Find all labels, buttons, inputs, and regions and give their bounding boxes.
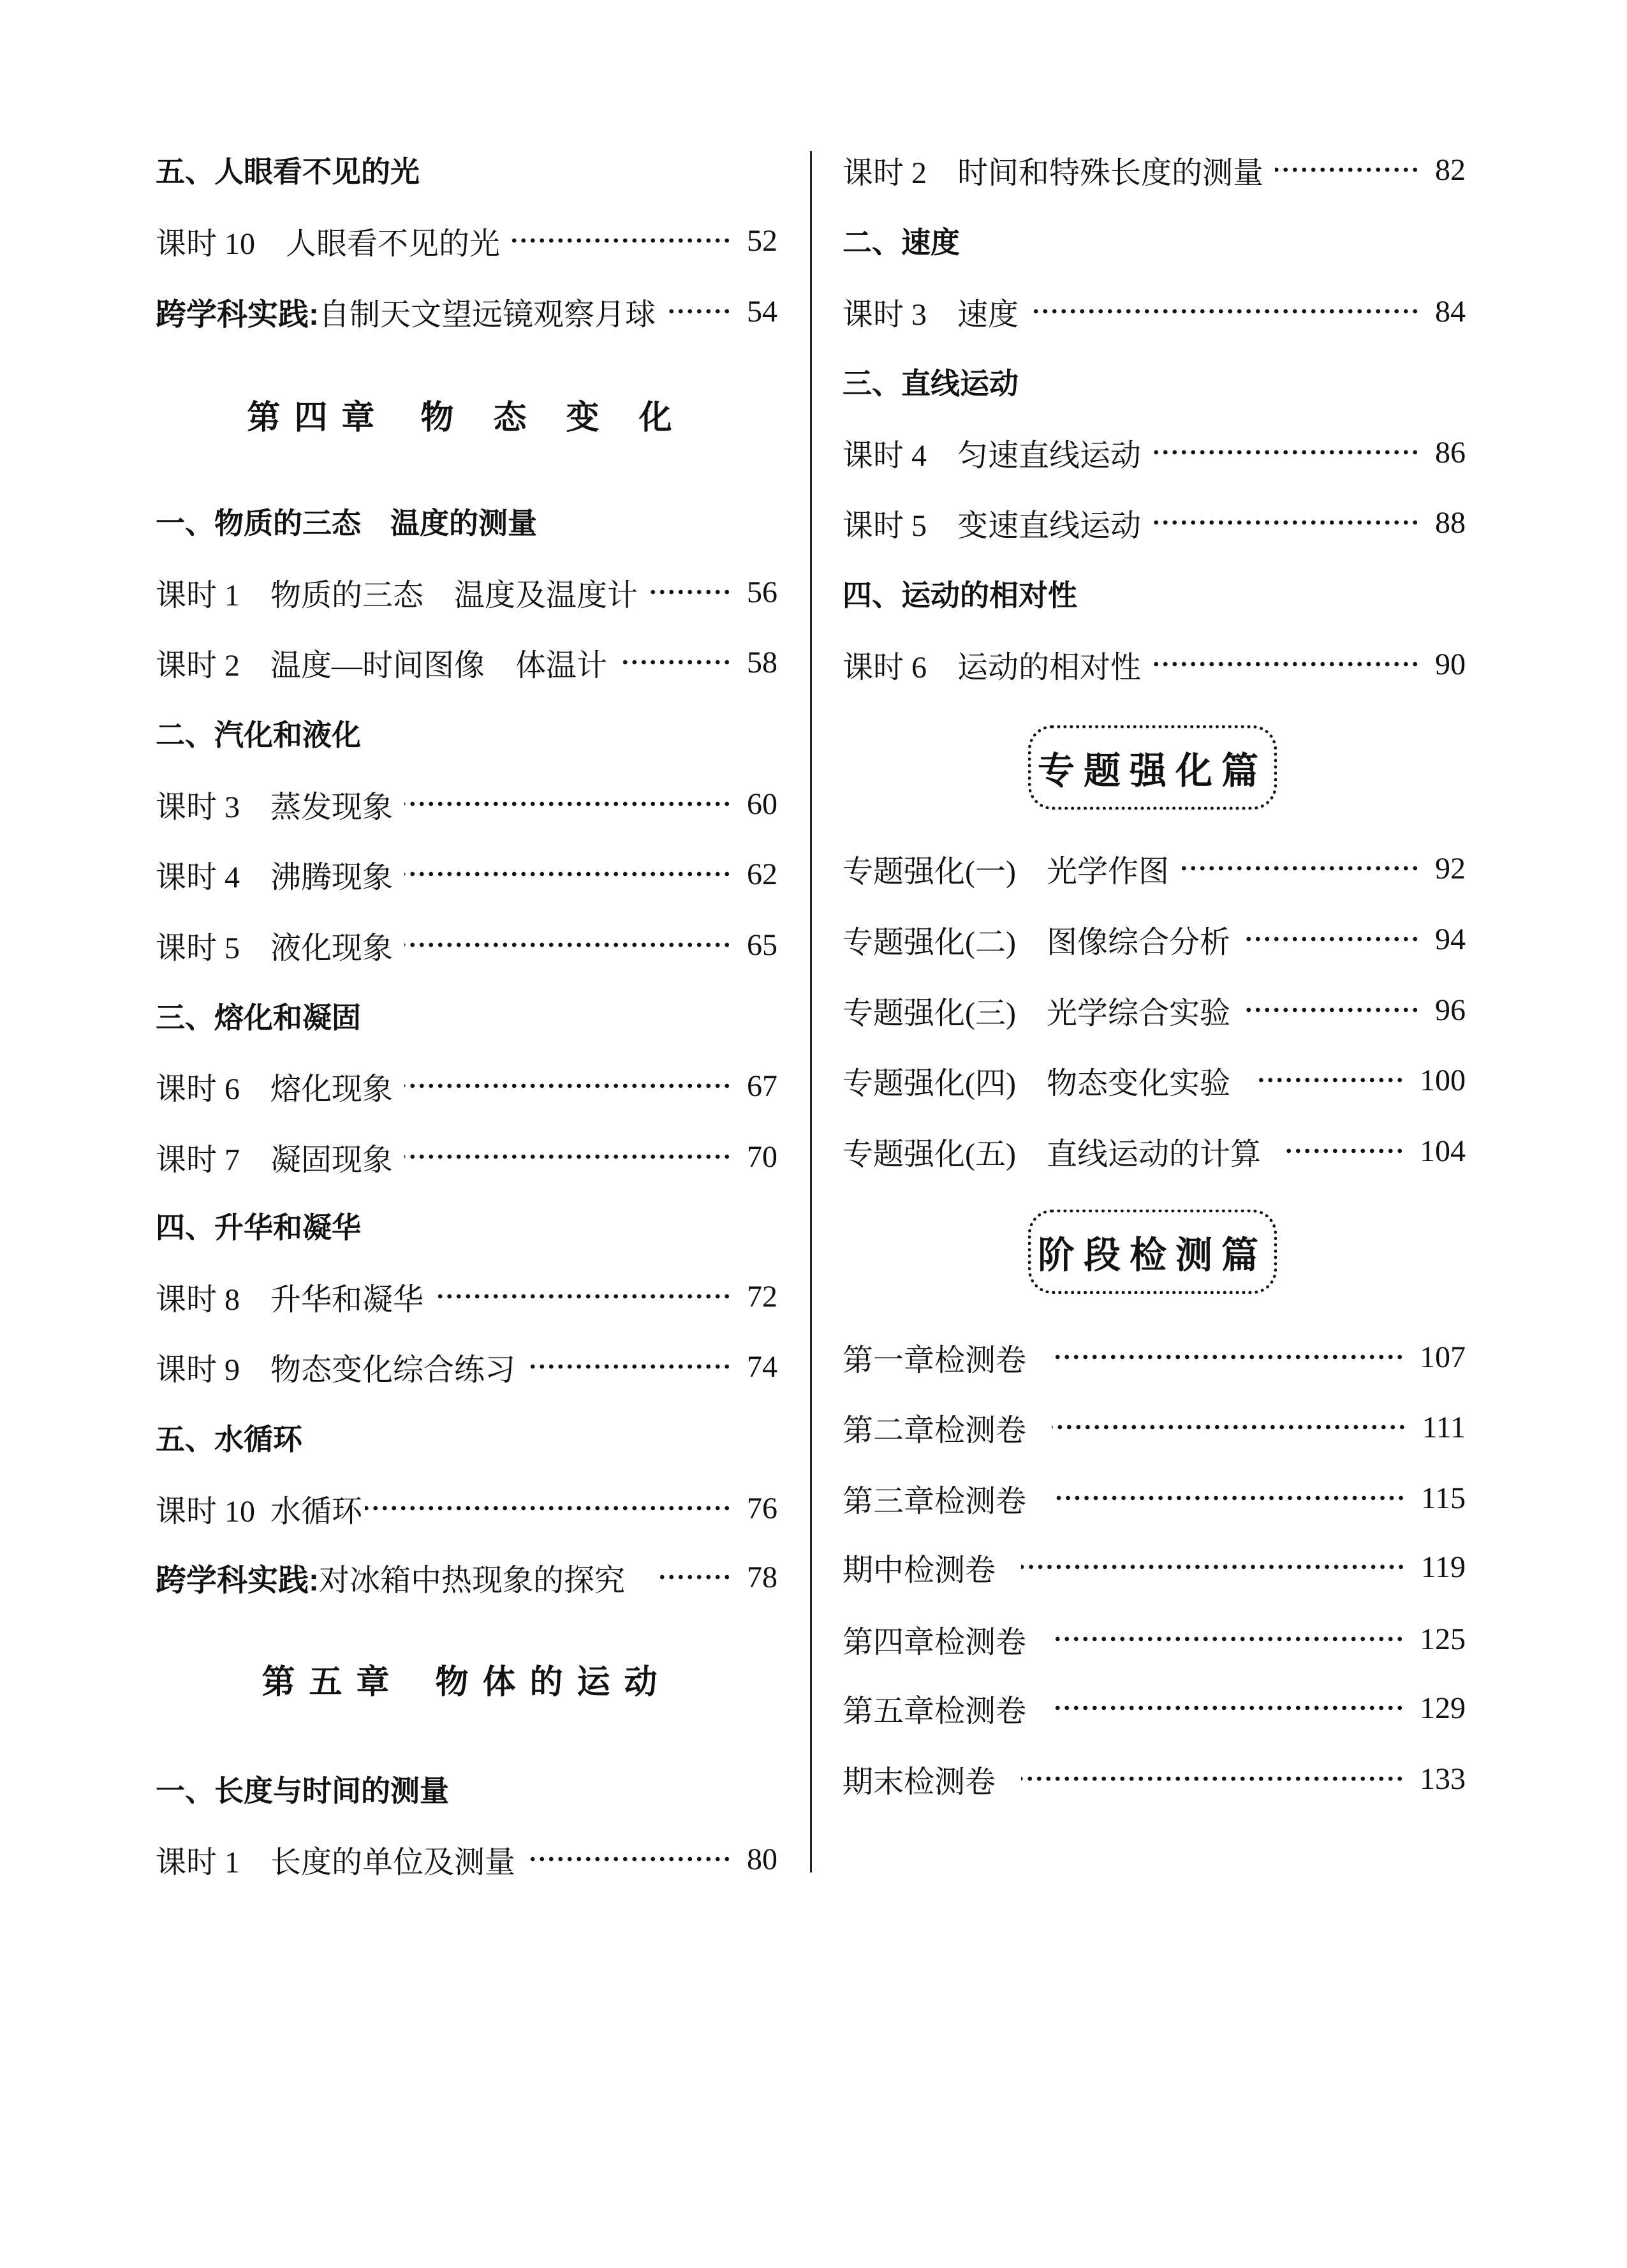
page-number: 96: [1435, 993, 1466, 1027]
entry-prefix: 课时 2: [843, 156, 927, 190]
page-number: 92: [1435, 851, 1466, 886]
entry-prefix: 专题强化(二): [843, 925, 1016, 960]
toc-entry[interactable]: [843, 1545, 1466, 1589]
toc-entry[interactable]: [156, 1837, 777, 1881]
section-title: 二、汽化和液化: [156, 718, 361, 752]
entry-prefix: 专题强化(三): [843, 996, 1016, 1030]
page-number: 54: [747, 294, 777, 329]
leader-dots: [404, 1150, 732, 1163]
entry-title: 液化现象: [270, 931, 394, 965]
part-banner: [1028, 1210, 1277, 1294]
leader-dots: [365, 1502, 732, 1515]
section-title: 一、物质的三态 温度的测量: [156, 507, 537, 540]
leader-dots: [404, 1079, 732, 1092]
toc-entry[interactable]: [843, 1756, 1466, 1801]
page-number: 84: [1435, 294, 1466, 329]
entry-prefix: 课时 9: [156, 1353, 240, 1387]
section-title: 一、长度与时间的测量: [156, 1774, 449, 1807]
page-number: 82: [1435, 152, 1466, 187]
page-number: 100: [1420, 1063, 1466, 1097]
page-number: 125: [1420, 1622, 1466, 1656]
entry-title: 水循环: [270, 1494, 363, 1529]
page-number: 58: [747, 645, 777, 679]
section-title: 四、运动的相对性: [843, 579, 1077, 612]
leader-dots: [1242, 933, 1420, 945]
chapter-heading: [156, 396, 777, 440]
section-heading: [843, 218, 1466, 263]
entry-title: 光学综合实验: [1046, 996, 1230, 1030]
toc-entry[interactable]: [843, 1405, 1466, 1449]
entry-title: 蒸发现象: [270, 790, 394, 824]
page-number: 94: [1435, 922, 1466, 956]
entry-title: 变速直线运动: [957, 508, 1142, 543]
entry-title: 期中检测卷: [843, 1553, 996, 1587]
leader-dots: [1052, 1701, 1404, 1714]
leader-dots: [1256, 1074, 1404, 1086]
entry-prefix: 课时 4: [843, 438, 927, 473]
entry-title: 第四章检测卷: [843, 1625, 1027, 1659]
section-title: 三、熔化和凝固: [156, 1001, 361, 1034]
entry-prefix: 跨学科实践:: [156, 297, 319, 332]
entry-title: 光学作图: [1046, 854, 1169, 889]
toc-entry[interactable]: [156, 640, 777, 685]
toc-entry[interactable]: [843, 289, 1466, 334]
entry-prefix: 课时 5: [843, 508, 927, 543]
leader-dots: [1152, 446, 1420, 459]
column-divider: [810, 151, 812, 1872]
toc-entry[interactable]: [843, 430, 1466, 475]
toc-entry[interactable]: [843, 1058, 1466, 1102]
leader-dots: [1052, 1351, 1404, 1363]
leader-dots: [1242, 1004, 1420, 1016]
entry-prefix: 课时 10: [156, 1494, 256, 1529]
entry-title: 对冰箱中热现象的探究: [319, 1563, 626, 1597]
chapter-heading: [156, 1660, 777, 1705]
page-number: 62: [747, 857, 777, 891]
entry-prefix: 专题强化(一): [843, 854, 1016, 889]
section-title: 五、人眼看不见的光: [156, 155, 420, 188]
section-heading: [156, 147, 777, 192]
page-number: 104: [1420, 1134, 1466, 1168]
entry-prefix: 课时 2: [156, 648, 240, 683]
entry-prefix: 课时 7: [156, 1143, 240, 1177]
entry-prefix: 课时 3: [156, 790, 240, 824]
page-number: 111: [1422, 1410, 1466, 1444]
entry-prefix: 专题强化(四): [843, 1066, 1016, 1101]
toc-entry[interactable]: [156, 218, 777, 263]
page-number: 86: [1435, 435, 1466, 470]
page-number: 52: [747, 223, 777, 258]
chapter-number: 第四章: [247, 398, 389, 437]
section-heading: [156, 499, 777, 544]
toc-entry[interactable]: [156, 1274, 777, 1319]
page-number: 107: [1420, 1340, 1466, 1374]
page-number: 60: [747, 787, 777, 821]
entry-prefix: 课时 6: [156, 1072, 240, 1106]
section-title: 五、水循环: [156, 1423, 302, 1456]
toc-entry[interactable]: [156, 570, 777, 614]
chapter-title: 物 态 变 化: [420, 398, 686, 437]
entry-title: 物态变化综合练习: [270, 1353, 516, 1387]
part-banner: [1028, 725, 1277, 810]
toc-entry[interactable]: [156, 1555, 777, 1599]
toc-entry[interactable]: [843, 1686, 1466, 1730]
section-heading: [156, 993, 777, 1038]
entry-title: 运动的相对性: [957, 650, 1142, 685]
entry-title: 升华和凝华: [270, 1282, 424, 1317]
banner-title: 阶段检测篇: [1037, 1234, 1267, 1276]
entry-title: 长度的单位及测量: [270, 1845, 516, 1879]
page-number: 74: [747, 1349, 777, 1384]
page-number: 70: [747, 1139, 777, 1174]
page-number: 65: [747, 928, 777, 962]
section-title: 三、直线运动: [843, 367, 1019, 400]
leader-dots: [1152, 516, 1420, 529]
toc-entry[interactable]: [156, 852, 777, 896]
page-number: 80: [747, 1842, 777, 1876]
toc-entry[interactable]: [843, 988, 1466, 1032]
entry-prefix: 课时 6: [843, 650, 927, 685]
leader-dots: [512, 234, 732, 247]
entry-title: 第五章检测卷: [843, 1694, 1027, 1728]
entry-title: 期末检测卷: [843, 1765, 996, 1799]
leader-dots: [1181, 862, 1420, 875]
page-number: 67: [747, 1069, 777, 1103]
page-number: 133: [1420, 1761, 1466, 1796]
section-heading: [843, 571, 1466, 616]
page-number: 72: [747, 1279, 777, 1314]
entry-title: 图像综合分析: [1046, 925, 1230, 960]
leader-dots: [1286, 1145, 1404, 1157]
toc-entry[interactable]: [843, 642, 1466, 686]
entry-title: 直线运动的计算: [1046, 1137, 1261, 1171]
toc-entry[interactable]: [156, 782, 777, 826]
chapter-number: 第五章: [261, 1663, 404, 1701]
toc-entry[interactable]: [156, 289, 777, 334]
entry-title: 凝固现象: [270, 1143, 394, 1177]
toc-entry[interactable]: [156, 1064, 777, 1108]
page-number: 115: [1420, 1481, 1466, 1515]
page-number: 88: [1435, 505, 1466, 540]
page-number: 76: [747, 1491, 777, 1525]
leader-dots: [667, 305, 732, 318]
entry-title: 速度: [957, 297, 1019, 332]
entry-prefix: 跨学科实践:: [156, 1563, 319, 1597]
toc-entry[interactable]: [843, 1335, 1466, 1379]
leader-dots: [1052, 1421, 1407, 1434]
leader-dots: [404, 797, 732, 810]
section-heading: [156, 1415, 777, 1460]
entry-title: 温度—时间图像 体温计: [270, 648, 608, 683]
entry-title: 物态变化实验: [1046, 1066, 1230, 1101]
toc-entry[interactable]: [843, 917, 1466, 961]
entry-prefix: 课时 4: [156, 860, 240, 894]
page-number: 56: [747, 575, 777, 609]
leader-dots: [404, 868, 732, 880]
entry-title: 第二章检测卷: [843, 1413, 1027, 1448]
entry-title: 沸腾现象: [270, 860, 394, 894]
leader-dots: [527, 1360, 732, 1373]
banner-title: 专题强化篇: [1037, 750, 1267, 792]
toc-entry[interactable]: [156, 1344, 777, 1389]
leader-dots: [1275, 163, 1420, 176]
entry-prefix: 课时 3: [843, 297, 927, 332]
leader-dots: [1052, 1492, 1406, 1504]
entry-title: 物质的三态 温度及温度计: [270, 578, 638, 612]
entry-title: 时间和特殊长度的测量: [957, 156, 1264, 190]
section-heading: [156, 1767, 777, 1811]
entry-title: 自制天文望远镜观察月球: [319, 297, 656, 332]
leader-dots: [619, 656, 732, 669]
section-heading: [843, 359, 1466, 404]
entry-title: 第三章检测卷: [843, 1484, 1027, 1518]
page-number: 90: [1435, 647, 1466, 681]
section-title: 四、升华和凝华: [156, 1211, 361, 1244]
entry-title: 熔化现象: [270, 1072, 394, 1106]
toc-entry[interactable]: [843, 500, 1466, 545]
toc-entry[interactable]: [843, 147, 1466, 192]
toc-entry[interactable]: [843, 1617, 1466, 1661]
page-number: 119: [1420, 1550, 1466, 1584]
leader-dots: [1021, 1560, 1406, 1573]
toc-entry[interactable]: [843, 1129, 1466, 1173]
entry-title: 匀速直线运动: [957, 438, 1142, 473]
toc-entry[interactable]: [156, 1134, 777, 1179]
leader-dots: [656, 1571, 732, 1583]
leader-dots: [1030, 305, 1420, 318]
leader-dots: [404, 938, 732, 951]
entry-title: 第一章检测卷: [843, 1343, 1027, 1377]
section-heading: [156, 1203, 777, 1248]
section-heading: [156, 711, 777, 755]
leader-dots: [649, 586, 732, 598]
leader-dots: [1052, 1633, 1404, 1645]
toc-entry[interactable]: [843, 846, 1466, 891]
leader-dots: [1021, 1772, 1404, 1785]
toc-entry[interactable]: [156, 923, 777, 967]
leader-dots: [435, 1290, 732, 1303]
entry-prefix: 课时 10: [156, 226, 256, 261]
chapter-title: 物体的运动: [435, 1663, 672, 1701]
entry-prefix: 课时 5: [156, 931, 240, 965]
section-title: 二、速度: [843, 226, 960, 259]
entry-prefix: 课时 8: [156, 1282, 240, 1317]
entry-prefix: 课时 1: [156, 578, 240, 612]
entry-prefix: 专题强化(五): [843, 1137, 1016, 1171]
leader-dots: [527, 1853, 732, 1865]
page-number: 78: [747, 1560, 777, 1594]
entry-prefix: 课时 1: [156, 1845, 240, 1879]
toc-entry[interactable]: [843, 1476, 1466, 1520]
entry-title: 人眼看不见的光: [286, 226, 501, 261]
leader-dots: [1152, 658, 1420, 671]
toc-entry[interactable]: [156, 1486, 777, 1531]
page-number: 129: [1420, 1691, 1466, 1725]
